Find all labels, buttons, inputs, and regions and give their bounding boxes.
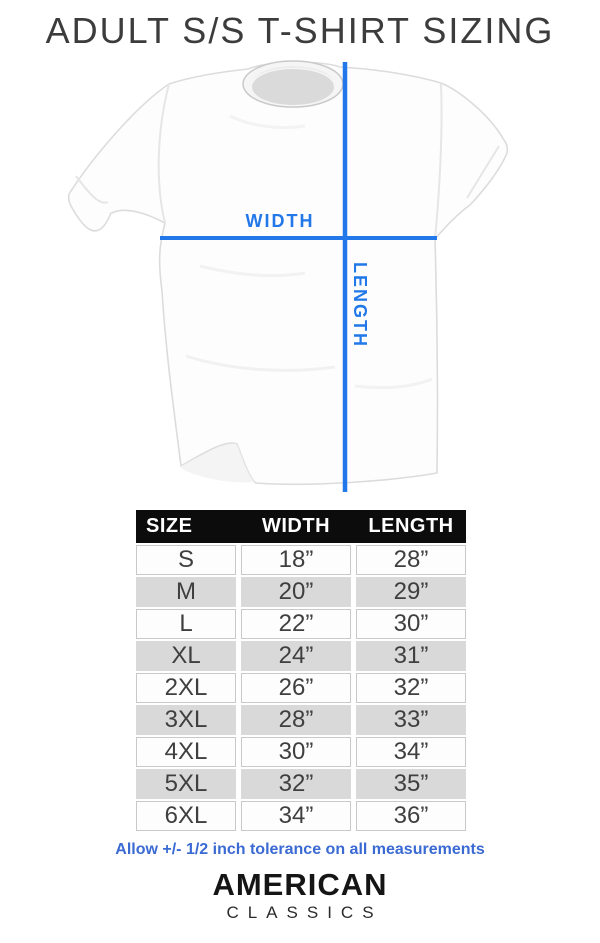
table-row (136, 705, 466, 735)
width-cell: 22” (241, 609, 351, 639)
tolerance-note: Allow +/- 1/2 inch tolerance on all measurements (115, 841, 485, 858)
page-title: ADULT S/S T-SHIRT SIZING (45, 10, 555, 51)
length-cell: 29” (356, 577, 466, 607)
width-cell: 28” (241, 705, 351, 735)
sizing-table (136, 510, 466, 831)
size-cell: L (136, 609, 236, 639)
table-row (136, 545, 466, 575)
length-cell: 30” (356, 609, 466, 639)
width-measure-label: WIDTH (245, 211, 315, 231)
size-cell: 5XL (136, 769, 236, 799)
size-cell: 6XL (136, 801, 236, 831)
collar-inner-shadow (252, 69, 334, 105)
table-row (136, 673, 466, 703)
header-length: LENGTH (368, 515, 454, 537)
size-cell: 2XL (136, 673, 236, 703)
table-row (136, 609, 466, 639)
tshirt-illustration (0, 56, 600, 508)
width-cell: 18” (241, 545, 351, 575)
table-row (136, 801, 466, 831)
length-cell: 36” (356, 801, 466, 831)
sizing-table-body (136, 545, 466, 831)
size-cell: XL (136, 641, 236, 671)
table-row (136, 641, 466, 671)
length-cell: 35” (356, 769, 466, 799)
brand-name: AMERICAN (212, 867, 388, 902)
width-cell: 26” (241, 673, 351, 703)
size-cell: M (136, 577, 236, 607)
width-cell: 34” (241, 801, 351, 831)
length-cell: 32” (356, 673, 466, 703)
length-measure-label: LENGTH (350, 262, 370, 348)
table-row (136, 769, 466, 799)
table-row (136, 737, 466, 767)
brand-logo (0, 869, 600, 923)
width-cell: 20” (241, 577, 351, 607)
size-cell: 3XL (136, 705, 236, 735)
length-cell: 33” (356, 705, 466, 735)
sizing-table-header (136, 510, 466, 543)
table-row (136, 577, 466, 607)
length-cell: 34” (356, 737, 466, 767)
width-cell: 30” (241, 737, 351, 767)
header-width: WIDTH (261, 515, 331, 537)
header-size: SIZE (146, 515, 193, 537)
size-cell: S (136, 545, 236, 575)
size-cell: 4XL (136, 737, 236, 767)
width-cell: 32” (241, 769, 351, 799)
width-cell: 24” (241, 641, 351, 671)
brand-subtitle: CLASSICS (226, 902, 383, 922)
length-cell: 28” (356, 545, 466, 575)
length-cell: 31” (356, 641, 466, 671)
